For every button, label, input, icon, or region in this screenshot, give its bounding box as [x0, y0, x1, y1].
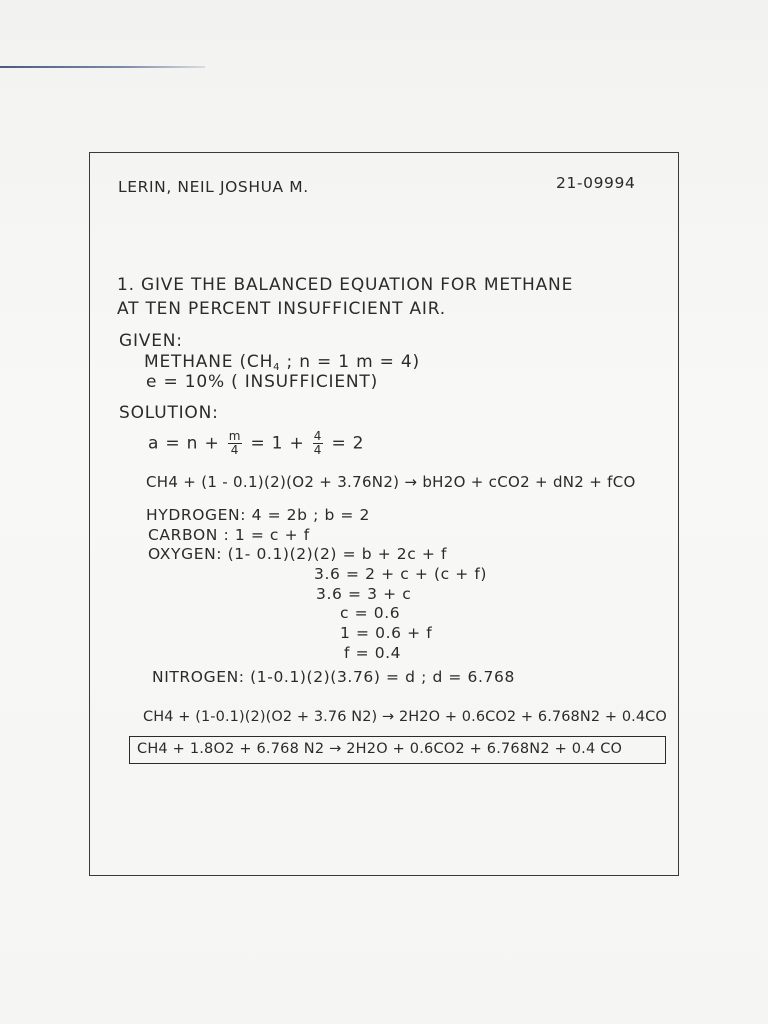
student-name: LERIN, NEIL JOSHUA M. [118, 178, 309, 196]
fraction-numerator: 4 [313, 429, 323, 443]
fraction-numerator: m [228, 429, 242, 443]
fraction-4-over-4 [313, 430, 323, 457]
final-balanced-equation: CH4 + 1.8O2 + 6.768 N2 → 2H2O + 0.6CO2 + 6.768N2 + 0.4 CO [137, 741, 623, 757]
oxygen-step-3: c = 0.6 [340, 604, 401, 622]
nitrogen-balance: NITROGEN: (1-0.1)(2)(3.76) = d ; d = 6.768 [152, 668, 515, 686]
oxygen-step-5: f = 0.4 [344, 644, 402, 662]
given-methane-subscript: 4 [273, 362, 281, 373]
oxygen-step-4: 1 = 0.6 + f [340, 624, 433, 642]
problem-line-1: 1. GIVE THE BALANCED EQUATION FOR METHANE [117, 275, 574, 295]
oxygen-balance: OXYGEN: (1- 0.1)(2)(2) = b + 2c + f [148, 545, 448, 563]
a-equation [148, 430, 364, 457]
fraction-denominator: 4 [313, 443, 323, 457]
problem-line-2: AT TEN PERCENT INSUFFICIENT AIR. [117, 299, 446, 319]
fraction-denominator: 4 [230, 443, 240, 457]
fraction-m-over-4 [228, 430, 243, 457]
given-heading: GIVEN: [119, 331, 183, 351]
a-eq-suffix: = 2 [331, 433, 365, 454]
a-eq-prefix: a = n + [148, 433, 220, 454]
given-methane [144, 352, 420, 373]
solution-heading: SOLUTION: [119, 403, 219, 423]
given-excess-air: e = 10% ( INSUFFICIENT) [146, 372, 379, 392]
oxygen-step-1: 3.6 = 2 + c + (c + f) [314, 565, 488, 583]
top-edge-mark [0, 66, 205, 68]
a-eq-mid: = 1 + [250, 433, 305, 454]
substituted-equation: CH4 + (1-0.1)(2)(O2 + 3.76 N2) → 2H2O + 0.6CO2 + 6.768N2 + 0.4CO [143, 709, 667, 725]
given-methane-suffix: ; n = 1 m = 4) [280, 352, 420, 372]
hydrogen-balance: HYDROGEN: 4 = 2b ; b = 2 [146, 506, 370, 524]
carbon-balance: CARBON : 1 = c + f [148, 526, 310, 544]
student-id: 21-09994 [556, 174, 636, 192]
reaction-equation: CH4 + (1 - 0.1)(2)(O2 + 3.76N2) → bH2O + cCO2 + dN2 + fCO [146, 473, 636, 491]
oxygen-step-2: 3.6 = 3 + c [316, 585, 412, 603]
given-methane-prefix: METHANE (CH [144, 352, 274, 372]
